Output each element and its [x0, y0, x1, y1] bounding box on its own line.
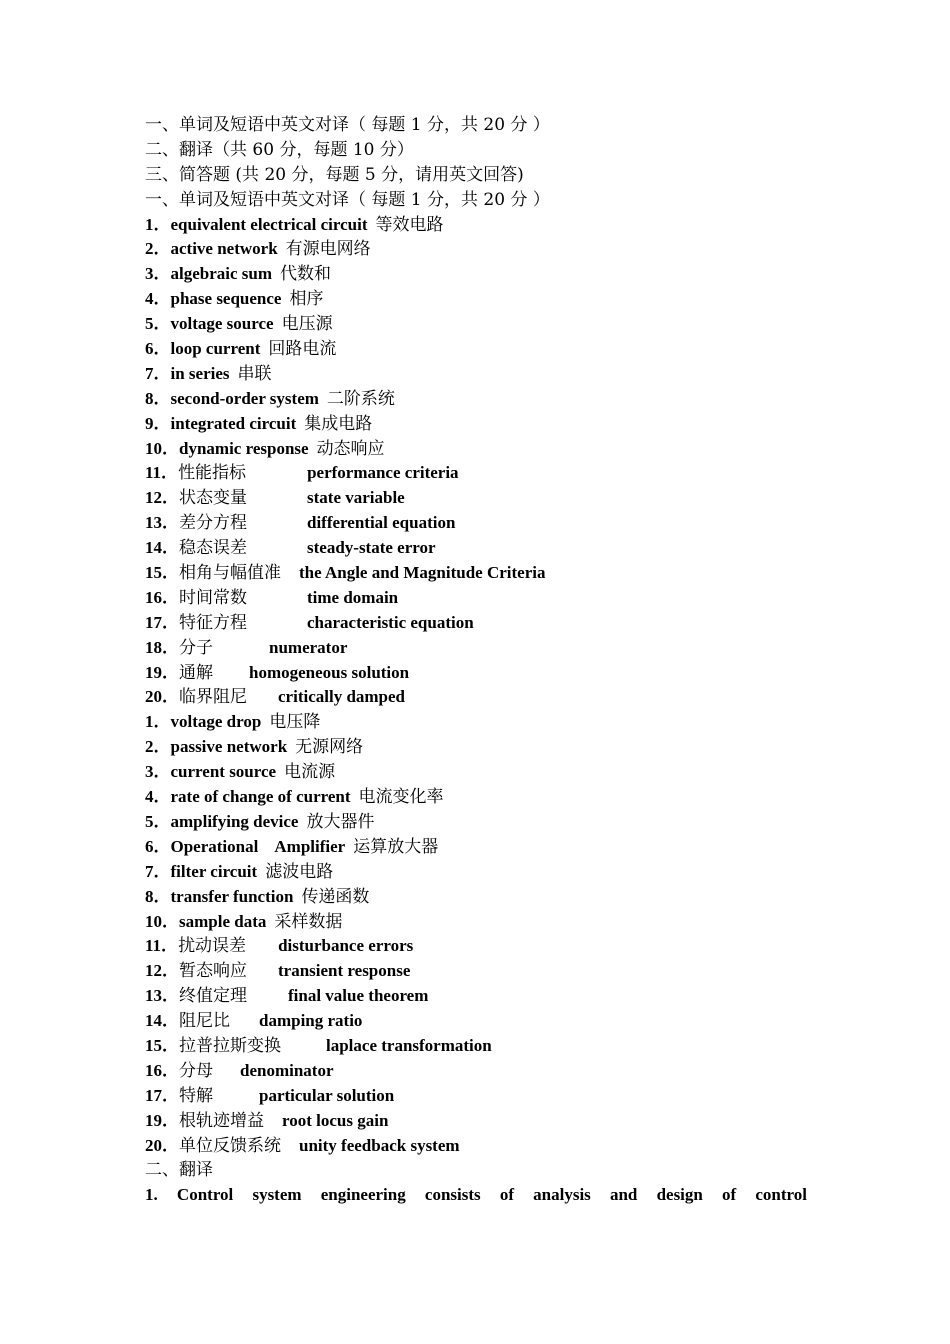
english-term: phase sequence	[170, 289, 282, 309]
vocab-item	[145, 486, 807, 511]
chinese-term: 传递函数	[301, 886, 370, 907]
chinese-term: 代数和	[280, 264, 332, 285]
vocab-item	[145, 237, 807, 262]
chinese-term: 电压降	[269, 712, 321, 733]
vocab-item	[145, 387, 807, 412]
vocab-item	[145, 1059, 807, 1084]
vocabulary-list-part2	[145, 710, 807, 1158]
chinese-term: 分子	[179, 637, 213, 658]
item-number: 12．	[145, 488, 179, 508]
chinese-term: 时间常数	[179, 587, 247, 608]
english-term: in series	[170, 363, 230, 383]
chinese-term: 电流变化率	[358, 787, 444, 808]
chinese-term: 采样数据	[274, 911, 343, 932]
item-number: 15．	[145, 563, 179, 583]
translation-word: design	[656, 1185, 703, 1205]
chinese-term: 相角与幅值准	[179, 563, 281, 584]
vocab-item	[145, 860, 807, 885]
chinese-term: 电压源	[281, 314, 333, 335]
item-number: 8．	[145, 886, 171, 906]
chinese-term: 状态变量	[179, 488, 247, 509]
item-number: 3．	[145, 762, 171, 782]
vocab-item	[145, 885, 807, 910]
chinese-term: 集成电路	[304, 413, 373, 434]
item-number: 11．	[145, 936, 179, 956]
chinese-term: 滤波电路	[265, 861, 334, 882]
vocab-item	[145, 1009, 807, 1034]
item-number: 8．	[145, 388, 171, 408]
chinese-term: 暂态响应	[179, 961, 247, 982]
item-number: 3．	[145, 264, 171, 284]
chinese-term: 相序	[289, 289, 324, 310]
vocab-item	[145, 461, 807, 486]
outline-text: 二、翻译（共 60 分，每题 10 分）	[145, 139, 414, 160]
english-term: rate of change of current	[170, 787, 351, 807]
vocab-item	[145, 536, 807, 561]
vocab-item	[145, 312, 807, 337]
english-term: algebraic sum	[170, 264, 273, 284]
english-term: passive network	[170, 737, 288, 757]
english-term: homogeneous solution	[249, 662, 410, 682]
item-number: 16．	[145, 587, 179, 607]
chinese-term: 性能指标	[178, 463, 247, 484]
outline-section-2	[145, 138, 807, 163]
translation-word: control	[755, 1185, 807, 1205]
item-number: 1.	[145, 1185, 158, 1205]
english-term: active network	[170, 239, 278, 259]
vocab-item	[145, 287, 807, 312]
vocab-item	[145, 910, 807, 935]
english-term: state variable	[307, 488, 405, 508]
item-number: 13．	[145, 986, 179, 1006]
vocab-item	[145, 561, 807, 586]
chinese-term: 差分方程	[179, 513, 247, 534]
english-term: denominator	[240, 1060, 334, 1080]
vocab-item	[145, 611, 807, 636]
item-number: 16．	[145, 1060, 179, 1080]
chinese-term: 无源网络	[295, 737, 364, 758]
english-term: current source	[170, 762, 277, 782]
chinese-term: 根轨迹增益	[179, 1110, 264, 1131]
item-number: 7．	[145, 861, 171, 881]
chinese-term: 放大器件	[306, 811, 375, 832]
item-number: 11．	[145, 463, 179, 483]
heading-text: 二、翻译	[145, 1160, 213, 1181]
outline-text: 一、单词及短语中英文对译（ 每题 1 分，共 20 分 ）	[145, 115, 550, 135]
translation-word: consists	[424, 1185, 481, 1205]
item-number: 7．	[145, 363, 171, 383]
vocab-item	[145, 213, 807, 238]
item-number: 10．	[145, 438, 179, 458]
item-number: 18．	[145, 637, 179, 657]
chinese-term: 特解	[179, 1085, 213, 1106]
vocab-item	[145, 735, 807, 760]
chinese-term: 稳态误差	[179, 538, 247, 559]
section-heading-translation	[145, 1158, 807, 1183]
vocab-item	[145, 262, 807, 287]
english-term: sample data	[179, 911, 267, 931]
chinese-term: 有源电网络	[285, 239, 371, 260]
english-term: unity feedback system	[299, 1135, 460, 1155]
item-number: 13．	[145, 513, 179, 533]
chinese-term: 终值定理	[179, 986, 247, 1007]
vocab-item	[145, 685, 807, 710]
outline-section-1	[145, 113, 807, 138]
vocab-item	[145, 810, 807, 835]
document-page	[145, 113, 807, 1208]
vocab-item	[145, 437, 807, 462]
chinese-term: 动态响应	[316, 438, 385, 459]
item-number: 1．	[145, 214, 171, 234]
english-term: steady-state error	[307, 538, 436, 558]
outline-text: 三、简答题 (共 20 分，每题 5 分，请用英文回答)	[145, 164, 524, 185]
item-number: 19．	[145, 662, 179, 682]
chinese-term: 单位反馈系统	[179, 1135, 281, 1156]
item-number: 10．	[145, 911, 179, 931]
item-number: 19．	[145, 1110, 179, 1130]
item-number: 4．	[145, 289, 171, 309]
vocab-item	[145, 661, 807, 686]
english-term: second-order system	[170, 388, 319, 408]
vocabulary-list-part1	[145, 213, 807, 711]
chinese-term: 二阶系统	[326, 388, 395, 409]
english-term: filter circuit	[170, 861, 258, 881]
english-term: transient response	[278, 961, 411, 981]
outline-section-3	[145, 163, 807, 188]
translation-word: and	[609, 1185, 638, 1205]
english-term: differential equation	[307, 513, 456, 533]
english-term: loop current	[170, 339, 261, 359]
item-number: 20．	[145, 687, 179, 707]
chinese-term: 扰动误差	[178, 936, 247, 957]
vocab-item	[145, 412, 807, 437]
english-term: final value theorem	[288, 986, 429, 1006]
chinese-term: 特征方程	[179, 612, 247, 633]
item-number: 14．	[145, 538, 179, 558]
vocab-item	[145, 1034, 807, 1059]
item-number: 12．	[145, 961, 179, 981]
vocab-item	[145, 1109, 807, 1134]
vocab-item	[145, 934, 807, 959]
vocab-item	[145, 710, 807, 735]
english-term: equivalent electrical circuit	[170, 214, 368, 234]
vocab-item	[145, 362, 807, 387]
chinese-term: 临界阻尼	[179, 687, 247, 708]
chinese-term: 等效电路	[375, 214, 444, 235]
english-term: critically damped	[278, 687, 406, 707]
translation-word: of	[499, 1185, 514, 1205]
english-term: characteristic equation	[307, 612, 474, 632]
item-number: 17．	[145, 1085, 179, 1105]
translation-word: Control	[176, 1185, 234, 1205]
english-term: laplace transformation	[326, 1035, 492, 1055]
vocab-item	[145, 785, 807, 810]
item-number: 4．	[145, 787, 171, 807]
english-term: root locus gain	[282, 1110, 389, 1130]
english-term: transfer function	[170, 886, 294, 906]
english-term: performance criteria	[307, 463, 459, 483]
english-term: voltage source	[170, 314, 274, 334]
outline-text: 一、单词及短语中英文对译（ 每题 1 分，共 20 分 ）	[145, 189, 550, 210]
english-term: damping ratio	[259, 1011, 363, 1031]
section-heading-vocabulary	[145, 188, 807, 213]
vocab-item	[145, 959, 807, 984]
item-number: 20．	[145, 1135, 179, 1155]
item-number: 5．	[145, 811, 171, 831]
english-term: time domain	[307, 587, 399, 607]
item-number: 17．	[145, 612, 179, 632]
chinese-term: 阻尼比	[179, 1011, 230, 1032]
vocab-item	[145, 835, 807, 860]
chinese-term: 通解	[179, 662, 213, 683]
english-term: dynamic response	[179, 438, 309, 458]
item-number: 15．	[145, 1035, 179, 1055]
item-number: 2．	[145, 239, 171, 259]
translation-word: of	[722, 1185, 737, 1205]
item-number: 9．	[145, 413, 171, 433]
english-term: disturbance errors	[278, 936, 414, 956]
chinese-term: 串联	[237, 363, 272, 384]
translation-word: system	[252, 1185, 302, 1205]
item-number: 6．	[145, 339, 171, 359]
chinese-term: 分母	[179, 1060, 213, 1081]
chinese-term: 拉普拉斯变换	[179, 1035, 281, 1056]
english-term: particular solution	[259, 1085, 395, 1105]
translation-word: analysis	[533, 1185, 591, 1205]
vocab-item	[145, 1084, 807, 1109]
vocab-item	[145, 636, 807, 661]
vocab-item	[145, 984, 807, 1009]
item-number: 14．	[145, 1011, 179, 1031]
item-number: 2．	[145, 737, 171, 757]
english-term: amplifying device	[170, 811, 299, 831]
translation-word: engineering	[320, 1185, 406, 1205]
vocab-item	[145, 511, 807, 536]
item-number: 1．	[145, 712, 171, 732]
vocab-item	[145, 337, 807, 362]
item-number: 6．	[145, 836, 171, 856]
english-term: integrated circuit	[170, 413, 297, 433]
vocab-item	[145, 1134, 807, 1159]
vocab-item	[145, 586, 807, 611]
chinese-term: 回路电流	[268, 339, 337, 360]
vocab-item	[145, 760, 807, 785]
english-term: the Angle and Magnitude Criteria	[299, 563, 546, 583]
chinese-term: 电流源	[284, 762, 336, 783]
english-term: voltage drop	[170, 712, 262, 732]
item-number: 5．	[145, 314, 171, 334]
english-term: numerator	[269, 637, 348, 657]
chinese-term: 运算放大器	[353, 836, 439, 857]
english-term: Operational Amplifier	[170, 836, 346, 856]
translation-item-1	[145, 1183, 807, 1208]
